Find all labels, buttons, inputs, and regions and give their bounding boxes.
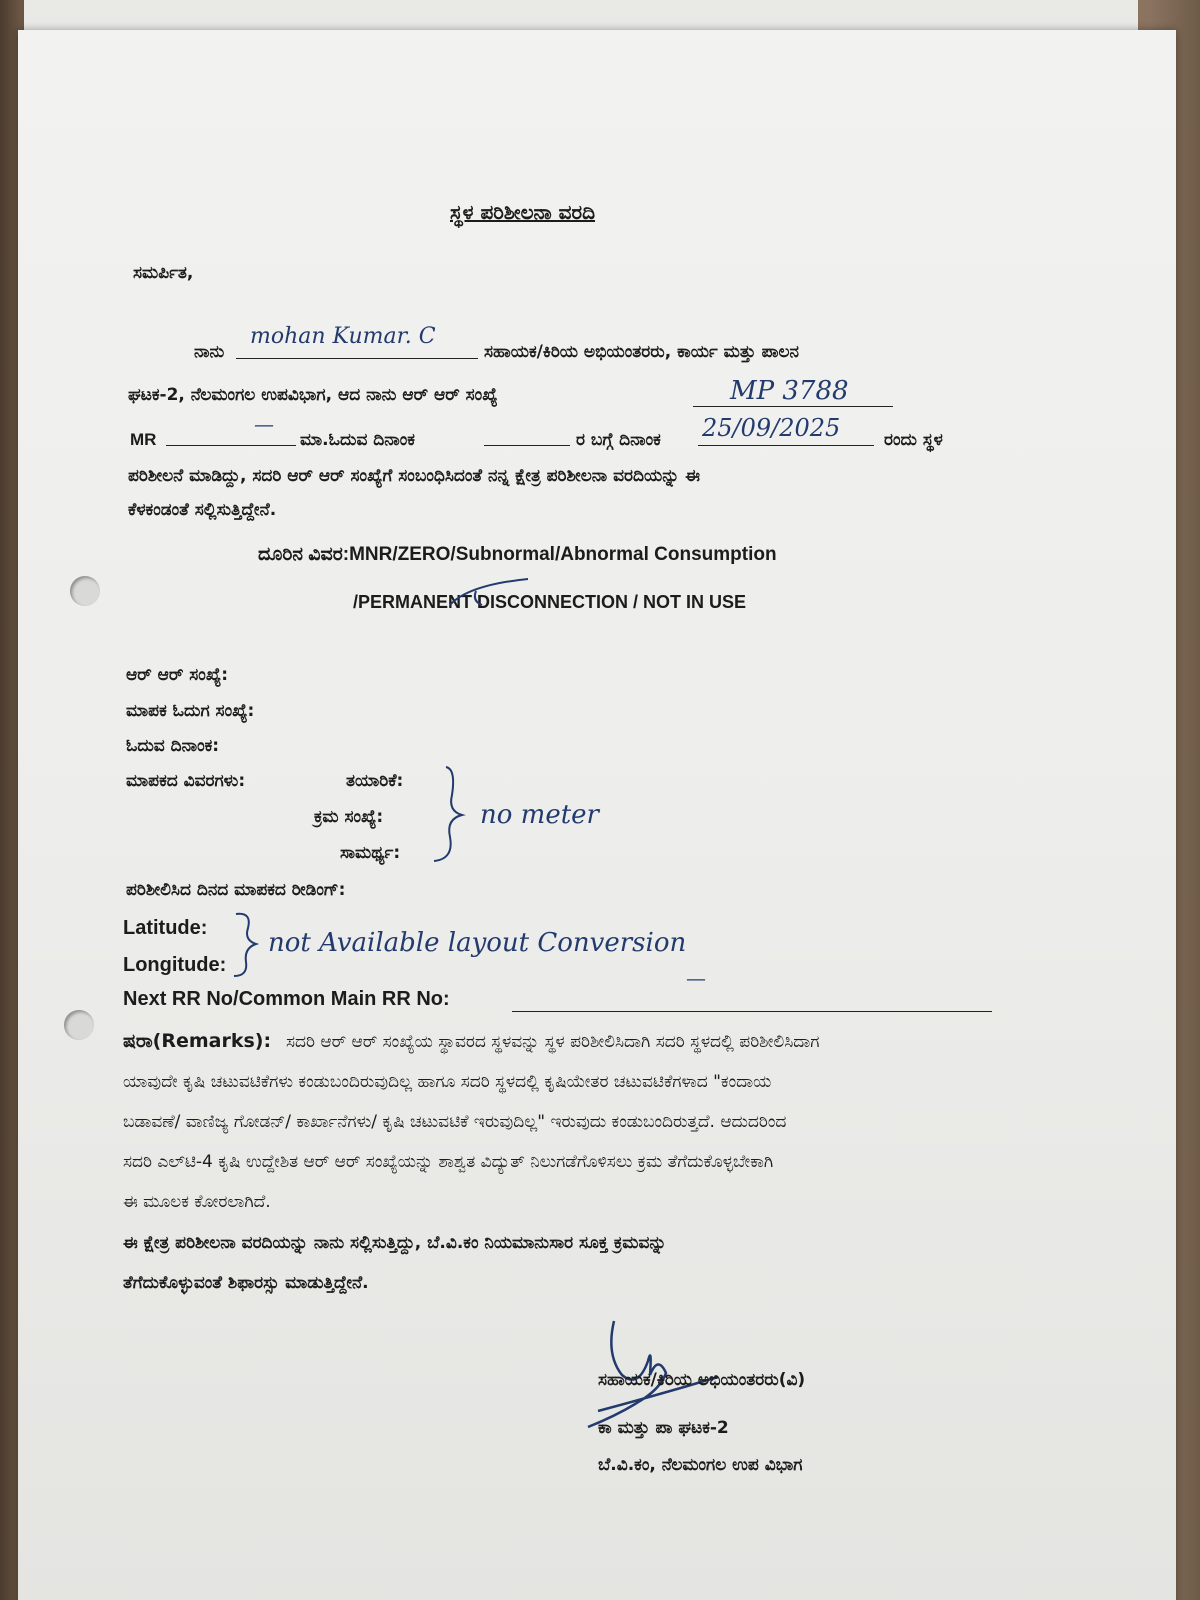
remarks-label: ಷರಾ(Remarks):	[123, 1030, 272, 1052]
handwritten-meter-note: no meter	[480, 800, 599, 830]
handwritten-inspection-date: 25/09/2025	[702, 414, 841, 442]
remarks-line1: ಸದರಿ ಆರ್ ಆರ್ ಸಂಖ್ಯೆಯ ಸ್ಥಾವರದ ಸ್ಥಳವನ್ನು ಸ್ಥಳ ಪರಿಶೀಲಿಸಿದಾಗಿ ಸದರಿ ಸ್ಥಳದಲ್ಲಿ ಪರಿಶೀಲಿಸಿದಾಗ	[286, 1032, 820, 1052]
punch-hole-bottom	[64, 1010, 94, 1040]
rr-no-label: ಆರ್ ಆರ್ ಸಂಖ್ಯೆ:	[126, 665, 229, 685]
meter-brace	[428, 765, 468, 865]
salutation: ಸಮರ್ಪಿತ,	[133, 263, 194, 283]
handwritten-latlong-note: not Available layout Conversion	[268, 928, 687, 958]
rr-underline	[693, 406, 893, 407]
closing-line1: ಈ ಕ್ಷೇತ್ರ ಪರಿಶೀಲನಾ ವರದಿಯನ್ನು ನಾನು ಸಲ್ಲಿಸುತ್ತಿದ್ದು, ಬೆ.ವಿ.ಕಂ ನಿಯಮಾನುಸಾರ ಸೂಕ್ತ ಕ್ರಮವನ್ನು	[123, 1233, 667, 1253]
reading-date-label: ಮಾ.ಓದುವ ದಿನಾಂಕ	[300, 430, 415, 450]
meter-reader-no-label: ಮಾಪಕ ಓದುಗ ಸಂಖ್ಯೆ:	[126, 701, 255, 721]
meter-details-label: ಮಾಪಕದ ವಿವರಗಳು:	[126, 771, 246, 791]
inspection-reading-label: ಪರಿಶೀಲಿಸಿದ ದಿನದ ಮಾಪಕದ ರೀಡಿಂಗ್:	[126, 880, 346, 900]
remarks-line4: ಸದರಿ ಎಲ್‌ಟಿ-4 ಕೃಷಿ ಉದ್ದೇಶಿತ ಆರ್ ಆರ್ ಸಂಖ್ಯೆಯನ್ನು ಶಾಶ್ವತ ವಿದ್ಯುತ್ ನಿಲುಗಡೆಗೊಳಿಸಲು ಕ್ರಮ ತೆಗೆದುಕೊಳ್ಳಬೇಕಾಗಿ	[123, 1152, 774, 1172]
complaint-details: ದೂರಿನ ವಿವರ:MNR/ZERO/Subnormal/Abnormal Consumption	[258, 544, 777, 565]
next-rr-label: Next RR No/Common Main RR No:	[123, 988, 450, 1010]
reading-date-underline	[484, 445, 570, 446]
para1-line5: ಕೆಳಕಂಡಂತೆ ಸಲ್ಲಿಸುತ್ತಿದ್ದೇನೆ.	[128, 500, 277, 520]
mr-label: MR	[130, 430, 157, 449]
handwritten-next-rr: —	[686, 966, 706, 990]
para1-prefix: ನಾನು	[194, 342, 225, 362]
next-rr-underline	[512, 1011, 992, 1012]
reading-date-field-label: ಓದುವ ದಿನಾಂಕ:	[126, 736, 220, 756]
punch-hole-top	[70, 576, 100, 606]
longitude-label: Longitude:	[123, 954, 227, 976]
handwritten-mr-value: —	[254, 412, 274, 436]
signatory-unit: ಕಾ ಮತ್ತು ಪಾ ಘಟಕ-2	[598, 1418, 729, 1438]
latitude-label: Latitude:	[123, 917, 208, 939]
para1-line4: ಪರಿಶೀಲನೆ ಮಾಡಿದ್ದು, ಸದರಿ ಆರ್ ಆರ್ ಸಂಖ್ಯೆಗೆ ಸಂಬಂಧಿಸಿದಂತೆ ನನ್ನ ಕ್ಷೇತ್ರ ಪರಿಶೀಲನಾ ವರದಿಯನ್ನು ಈ	[128, 466, 701, 486]
para1-line2: ಘಟಕ-2, ನೆಲಮಂಗಲ ಉಪವಿಭಾಗ, ಆದ ನಾನು ಆರ್ ಆರ್ ಸಂಖ್ಯೆ	[128, 385, 498, 405]
signatory-office: ಬೆ.ವಿ.ಕಂ, ನೆಲಮಂಗಲ ಉಪ ವಿಭಾಗ	[598, 1455, 803, 1475]
para1-about-date: ರ ಬಗ್ಗೆ ದಿನಾಂಕ	[576, 430, 661, 450]
remarks-line5: ಈ ಮೂಲಕ ಕೋರಲಾಗಿದೆ.	[123, 1192, 271, 1212]
para1-line1-suffix: ಸಹಾಯಕ/ಕಿರಿಯ ಅಭಿಯಂತರರು, ಕಾರ್ಯ ಮತ್ತು ಪಾಲನ	[484, 342, 799, 362]
mr-underline	[166, 445, 296, 446]
latlong-brace	[232, 910, 262, 980]
tick-mark	[448, 575, 538, 615]
handwritten-name: mohan Kumar. C	[250, 324, 436, 349]
document-page	[18, 30, 1176, 1600]
capacity-label: ಸಾಮರ್ಥ್ಯ:	[340, 843, 401, 863]
signatory-designation: ಸಹಾಯಕ/ಕಿರಿಯ ಅಭಿಯಂತರರು(ವಿ)	[598, 1370, 806, 1390]
page-title: ಸ್ಥಳ ಪರಿಶೀಲನಾ ವರದಿ	[450, 200, 596, 224]
name-underline	[236, 358, 478, 359]
manufacturer-label: ತಯಾರಿಕೆ:	[346, 771, 404, 791]
para1-line3-end: ರಂದು ಸ್ಥಳ	[884, 430, 943, 450]
inspection-date-underline	[698, 445, 874, 446]
complaint-line2: /PERMANENT DISCONNECTION / NOT IN USE	[353, 592, 747, 612]
handwritten-rr-number: MP 3788	[730, 376, 849, 406]
remarks-line3: ಬಡಾವಣೆ/ ವಾಣಿಜ್ಯ ಗೋಡನ್/ ಕಾರ್ಖಾನೆಗಳು/ ಕೃಷಿ ಚಟುವಟಿಕೆ ಇರುವುದಿಲ್ಲ" ಇರುವುದು ಕಂಡುಬಂದಿರುತ್ತದೆ. ಆದುದರಿಂದ	[123, 1112, 787, 1132]
closing-line2: ತೆಗೆದುಕೊಳ್ಳುವಂತೆ ಶಿಫಾರಸ್ಸು ಮಾಡುತ್ತಿದ್ದೇನೆ.	[123, 1273, 369, 1293]
remarks-line2: ಯಾವುದೇ ಕೃಷಿ ಚಟುವಟಿಕೆಗಳು ಕಂಡುಬಂದಿರುವುದಿಲ್ಲ ಹಾಗೂ ಸದರಿ ಸ್ಥಳದಲ್ಲಿ ಕೃಷಿಯೇತರ ಚಟುವಟಿಕೆಗಳಾದ "ಕಂದಾಯ	[123, 1072, 772, 1092]
serial-no-label: ಕ್ರಮ ಸಂಖ್ಯೆ:	[314, 807, 384, 827]
